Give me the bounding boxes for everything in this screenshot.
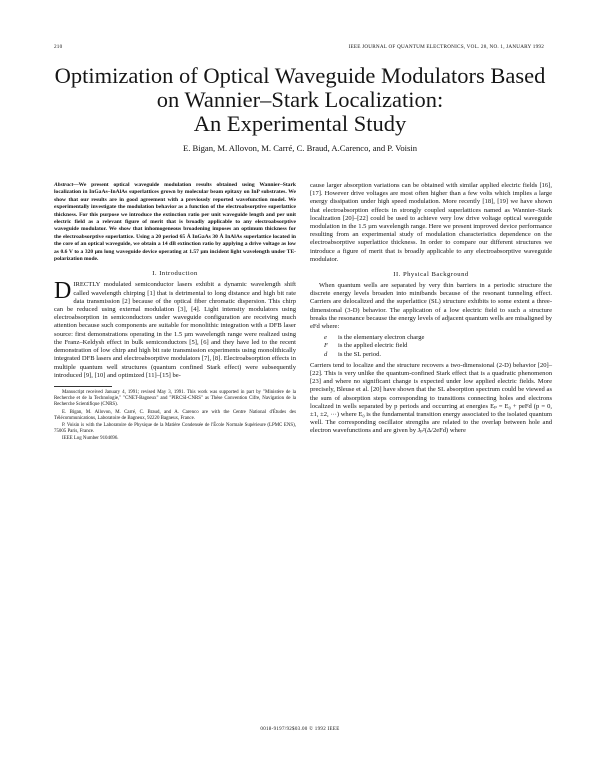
footnote-affiliation-cnet: E. Bigan, M. Allovon, M. Carré, C. Braud, and A. Carenco are with the Centre National d'Études des Télécommunications, Laboratoire de Bagneux, 92220 Bagneux, France. bbox=[54, 409, 296, 421]
title-line-1: Optimization of Optical Waveguide Modulators Based bbox=[54, 63, 546, 88]
definition-f: F is the applied electric field bbox=[324, 342, 408, 350]
journal-header: IEEE JOURNAL OF QUANTUM ELECTRONICS, VOL. 28, NO. 1, JANUARY 1992 bbox=[348, 44, 544, 50]
abstract bbox=[54, 182, 296, 263]
title-line-3: An Experimental Study bbox=[193, 111, 407, 136]
right-column bbox=[310, 182, 552, 436]
introduction-continued: cause larger absorption variations can be obtained with similar applied electric fields [16], [17]. However drive voltages are most often higher than a few volts which implies a large energy dissipation under high speed modulation. More recently [18], [19] we have shown that electroabsorption effects in strongly coupled superlattices named as Wannier–Stark localization [20]–[22] could be used to achieve very low drive voltage optical waveguide modulation in the 1.5 µm wavelength range. Here we present improved device performance resulting from an experimental study of modulation characteristics dependence on the electroabsorptive superlattice thickness. In order to compare our different structures we introduce a figure of merit that is broadly applicable to any electroabsorptive waveguide modulator. bbox=[310, 182, 552, 263]
footnote-affiliation-ens: P. Voisin is with the Laboratoire de Physique de la Matière Condensée de l'École Normale Supérieure (LPMC ENS), 75005 Paris, France. bbox=[54, 422, 296, 435]
title-line-2: on Wannier–Stark Localization: bbox=[156, 87, 444, 112]
footnote-manuscript: Manuscript received January 4, 1991; revised May 3, 1991. This work was supported in part by "Ministère de la Recherche et de la Technologie," "CNET-Bagneux" and "PIRCSI-CNRS" as Thèse Convention Cifre, Navigation de la Recherche Scientifique (CNRS). bbox=[54, 389, 296, 408]
abstract-label: Abstract bbox=[54, 182, 74, 188]
running-head bbox=[54, 44, 544, 54]
symbol-e: e bbox=[324, 334, 327, 342]
symbol-definitions bbox=[324, 334, 552, 359]
symbol-f: F bbox=[324, 342, 328, 350]
left-column bbox=[54, 182, 296, 444]
paper-title bbox=[40, 64, 560, 136]
footnote-divider bbox=[54, 386, 112, 387]
physical-background-paragraph-2: Carriers tend to localize and the structure recovers a two-dimensional (2-D) behavior [20]–[22]. This is very unlike the quantum-confined Stark effect that is a quadratic phenomenon [23] and where no significant change is expected under low applied electric fields. More precisely, Bleuse et al. [20] have shown that the SL absorption spectrum could be viewed as the sum of absorption steps corresponding to transitions connecting holes and electrons localized in wells separated by p periods and occurring at energies Eₚ = E₀ + peFd (p = 0, ±1, ±2, ···) where E₀ is the fundamental transition energy associated to the isolated quantum well. The corresponding oscillator strengths are related to the overlap between hole and electron wavefunctions and are given by Jₚ²(Δ/2eFd) where bbox=[310, 361, 552, 435]
footnote-log-number: IEEE Log Number 9104696. bbox=[62, 436, 119, 442]
page-number: 210 bbox=[54, 44, 63, 50]
section-heading-physical-background: II. Physical Background bbox=[393, 271, 469, 279]
copyright-line: 0018-9197/92$03.00 © 1992 IEEE bbox=[260, 727, 340, 732]
section-heading-introduction: I. Introduction bbox=[152, 270, 198, 278]
author-list: E. Bigan, M. Allovon, M. Carré, C. Braud, A.Carenco, and P. Voisin bbox=[182, 143, 418, 153]
definition-e: e is the elementary electron charge bbox=[324, 334, 425, 342]
definition-d: d is the SL period. bbox=[324, 350, 382, 358]
abstract-body: —We present optical waveguide modulation results obtained using Wannier–Stark localization in InGaAs–InAlAs superlattices grown by molecular beam epitaxy on InP substrates. We show that our results are in good agreement with a previously reported wavefunction model. We experimentally investigate the modulation behavior as a function of the electroabsorptive superlattice thickness. For this purpose we introduce the extinction ratio per unit waveguide length and per unit electric field as a relevant figure of merit that is broadly applicable to any electroabsorptive waveguide modulator. We show that inhomogeneous broadening imposes an optimum thickness for the electroabsorptive superlattice. Using a 20 period 65 Å InGaAs 30 Å InAlAs superlattice located in the core of an optical waveguide, we obtain a 14 dB extinction ratio by applying a drive voltage as low as 0.6 V to a 320 µm long waveguide device operating at 1.57 µm incident light wavelength under TE-polarization mode. bbox=[54, 182, 296, 263]
symbol-d: d bbox=[324, 350, 328, 358]
introduction-paragraph: DIRECTLY modulated semiconductor lasers exhibit a dynamic wavelength shift called wavelength chirping [1] that is detrimental to long distance and high bit rate data transmission [2] because of the optical fiber chromatic dispersion. This chirp can be reduced using external modulation [3], [4]. Light intensity modulators using electroabsorption in semiconductors under waveguide configuration are receiving much attention because such components are suitable for monolithic integration with a DFB laser source: first demonstrations operating in the 1.5 µm wavelength range were realized using the Franz–Keldysh effect in bulk semiconductors [5], [6] and they have led to the recent demonstration of low chirp and high bit rate transmission experiments using monolithically integrated DFB lasers and electroabsorptive modulators [7], [8]. Electroabsorption effects in multiple quantum well structures (quantum confined Stark effect) were subsequently introduced [9], [10] and optimized [11]–[15] be- bbox=[54, 278, 296, 379]
physical-background-paragraph-1: When quantum wells are separated by very thin barriers in a periodic structure the discrete energy levels broaden into minibands because of the resonant tunneling effect. Carriers are delocalized and the superlattice (SL) structure exhibits to some extent a three-dimensional (3-D) behavior. The application of a low electric field to such a structure breaks the resonance because the energy levels of adjacent quantum wells are misaligned by eFd where: bbox=[310, 282, 552, 331]
